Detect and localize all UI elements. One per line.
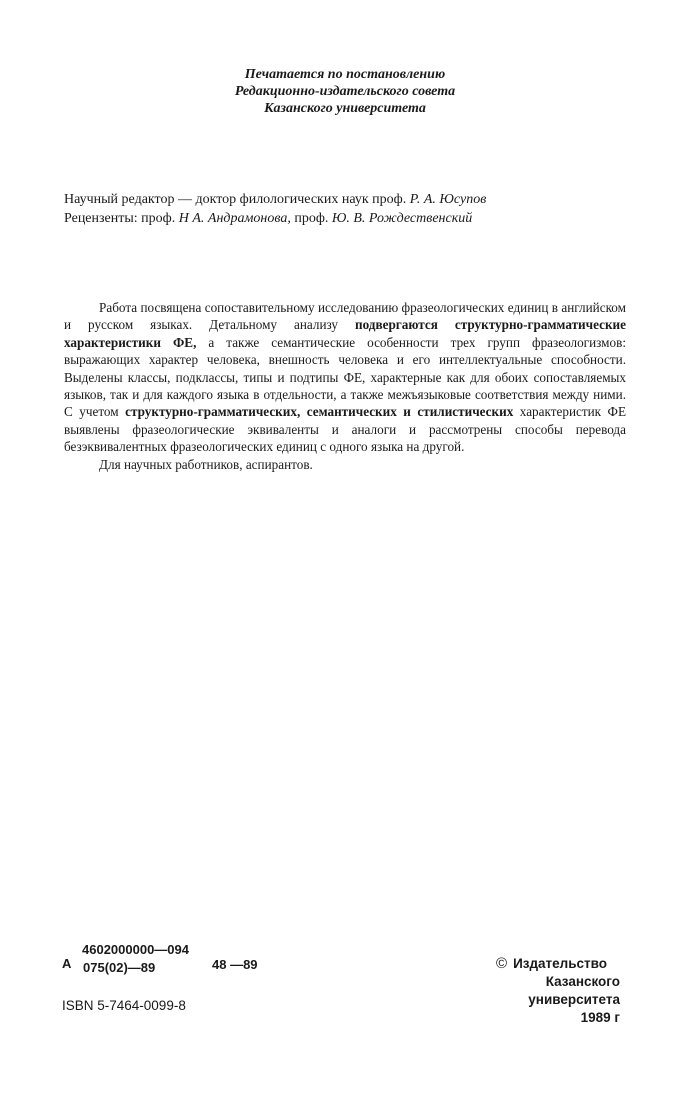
editor-line — [64, 190, 644, 209]
reviewer-name: Н А. Андрамонова, — [178, 211, 291, 226]
reviewers-title: проф. — [294, 211, 329, 226]
copyright-line: Казанского — [545, 974, 620, 989]
abstract-text: характеристик ФЕ выявлены фразеологические эквиваленты и аналоги и рассмотрены способы перевода безэквивалентных фразеологических единиц с одного языка на другой. — [64, 404, 627, 455]
copyright-icon: © — [496, 955, 508, 972]
abstract-paragraph — [64, 299, 626, 456]
abstract-text: а также семантические особенности трех групп фразеологизмов: выражающих характер человека, внешность человека и его интеллектуальные способности. Выделены классы, подклассы, типы и подтипы ФЕ, характерные как для обоих сопоставляемых языков, так и для каждого языка в отдельности, а также межъязыковые соответствия между ними. С учетом — [64, 334, 626, 420]
abstract-bold-text: структурно-грамматических, семантических и стилистических — [125, 404, 514, 420]
reviewer-name: Ю. В. Рождественский — [331, 211, 473, 226]
copyright-year: 1989 г — [580, 1010, 620, 1025]
bbk-denominator: 075(02)—89 — [83, 960, 156, 975]
imprint-note — [0, 66, 690, 117]
reviewers-line — [64, 209, 644, 228]
bbk-letter: А — [62, 956, 72, 971]
abstract — [64, 299, 626, 473]
editor-label: Научный редактор — доктор филологических наук проф. — [64, 192, 407, 207]
copyright-line: университета — [528, 992, 620, 1007]
editor-name: Р. А. Юсупов — [409, 192, 487, 207]
publisher-label: Издательство — [513, 956, 608, 971]
isbn: ISBN 5-7464-0099-8 — [62, 998, 186, 1013]
imprint-line: Казанского университета — [264, 101, 426, 116]
copyright-line — [496, 955, 620, 973]
audience-paragraph: Для научных работников, аспирантов. — [99, 456, 313, 472]
imprint-line: Редакционно-издательского совета — [234, 84, 456, 99]
abstract-text: Работа посвящена сопоставительному исследованию фразеологических единиц в английском и русском языках. Детальному анализу — [64, 300, 626, 333]
bbk-numerator: 4602000000—094 — [82, 942, 189, 957]
reviewers-label: Рецензенты: проф. — [64, 211, 176, 226]
abstract-bold-text: подвергаются структурно-грамматические характеристики ФЕ, — [64, 317, 627, 350]
copyright-block — [496, 955, 620, 1027]
imprint-line: Печатается по постановлению — [244, 67, 446, 82]
credits-block — [64, 190, 644, 228]
bbk-suffix: 48 —89 — [212, 957, 258, 972]
